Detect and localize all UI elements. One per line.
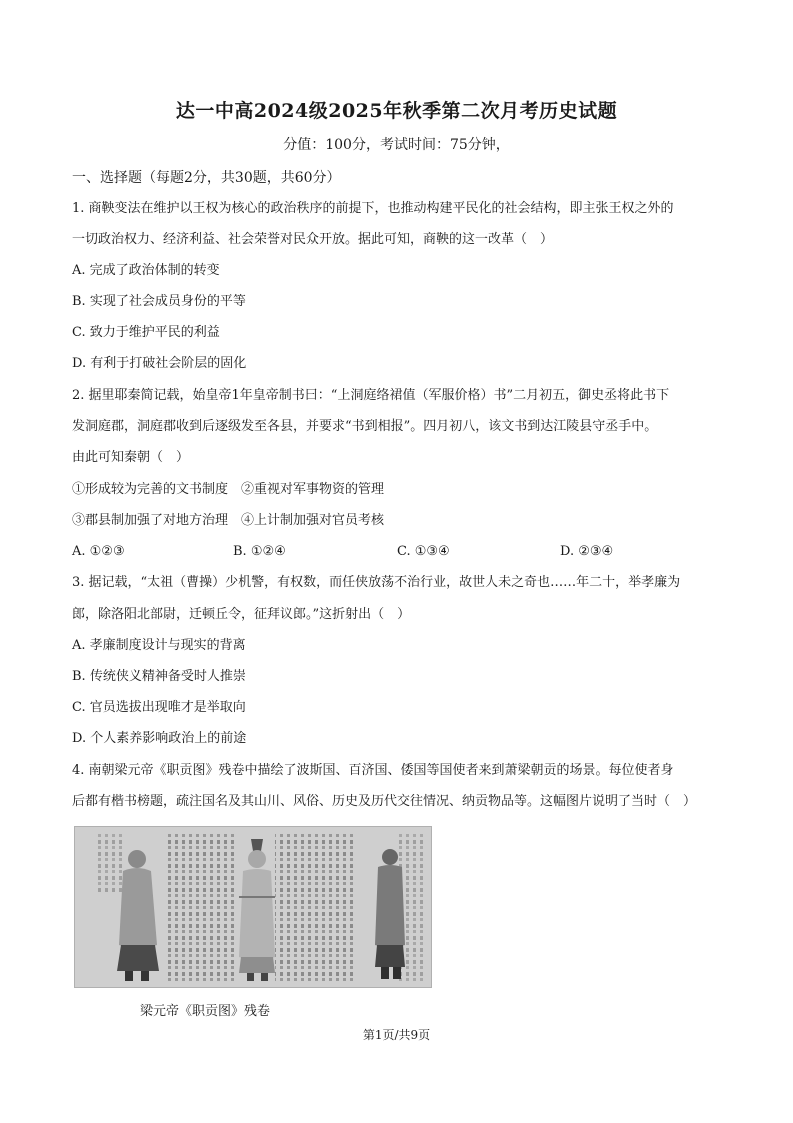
q4-stem-line-1: 4. 南朝梁元帝《职贡图》残卷中描绘了波斯国、百济国、倭国等国使者来到萧梁朝贡的场景。每位使者身 xyxy=(72,763,674,778)
q2-option-b: B. ①②④ xyxy=(233,544,286,559)
q1-option-b: B. 实现了社会成员身份的平等 xyxy=(72,294,246,309)
q3-option-d: D. 个人素养影响政治上的前途 xyxy=(72,731,247,746)
q2-stem-line-1: 2. 据里耶秦简记载，始皇帝1年皇帝制书曰：“上洞庭络裙值（军服价格）书”二月初五，御史丞将此书下 xyxy=(72,388,670,403)
q2-statements-line-1: ①形成较为完善的文书制度 ②重视对军事物资的管理 xyxy=(72,482,385,497)
q3-stem-line-2: 郎，除洛阳北部尉，迁顿丘令，征拜议郎。”这折射出（ ） xyxy=(72,607,411,622)
q2-option-d: D. ②③④ xyxy=(560,544,614,559)
q1-stem-line-1: 1. 商鞅变法在维护以王权为核心的政治秩序的前提下，也推动构建平民化的社会结构，即主张王权之外的 xyxy=(72,201,674,216)
envoy-figure-3 xyxy=(375,849,405,979)
page-number: 第1页/共9页 xyxy=(362,1028,431,1042)
q2-statements-line-2: ③郡县制加强了对地方治理 ④上计制加强对官员考核 xyxy=(72,513,385,528)
exam-subtitle: 分值：100分，考试时间：75分钟， xyxy=(283,137,510,153)
q3-option-a: A. 孝廉制度设计与现实的背离 xyxy=(72,638,246,653)
zhigongtu-painting-image xyxy=(74,826,432,988)
q1-option-a: A. 完成了政治体制的转变 xyxy=(72,263,220,278)
q1-option-d: D. 有利于打破社会阶层的固化 xyxy=(72,356,247,371)
exam-title: 达一中高2024级2025年秋季第二次月考历史试题 xyxy=(175,100,618,122)
figure-caption: 梁元帝《职贡图》残卷 xyxy=(140,1004,271,1019)
q3-option-b: B. 传统侠义精神备受时人推崇 xyxy=(72,669,246,684)
q2-stem-line-2: 发洞庭郡，洞庭郡收到后逐级发至各县，并要求“书到相报”。四月初八，该文书到达江陵县守丞手中。 xyxy=(72,419,658,434)
section-heading: 一、选择题（每题2分，共30题，共60分） xyxy=(72,170,341,186)
q2-option-a: A. ①②③ xyxy=(72,544,125,559)
q1-option-c: C. 致力于维护平民的利益 xyxy=(72,325,220,340)
q2-option-c: C. ①③④ xyxy=(397,544,450,559)
q4-stem-line-2: 后都有楷书榜题，疏注国名及其山川、风俗、历史及历代交往情况、纳贡物品等。这幅图片说明了当时（ ） xyxy=(72,794,697,809)
q3-option-c: C. 官员选拔出现唯才是举取向 xyxy=(72,700,246,715)
q3-stem-line-1: 3. 据记载，“太祖（曹操）少机警，有权数，而任侠放荡不治行业，故世人未之奇也……年二十，举孝廉为 xyxy=(72,575,681,590)
q2-stem-line-3: 由此可知秦朝（ ） xyxy=(72,450,190,465)
q1-stem-line-2: 一切政治权力、经济利益、社会荣誉对民众开放。据此可知，商鞅的这一改革（ ） xyxy=(72,232,554,247)
